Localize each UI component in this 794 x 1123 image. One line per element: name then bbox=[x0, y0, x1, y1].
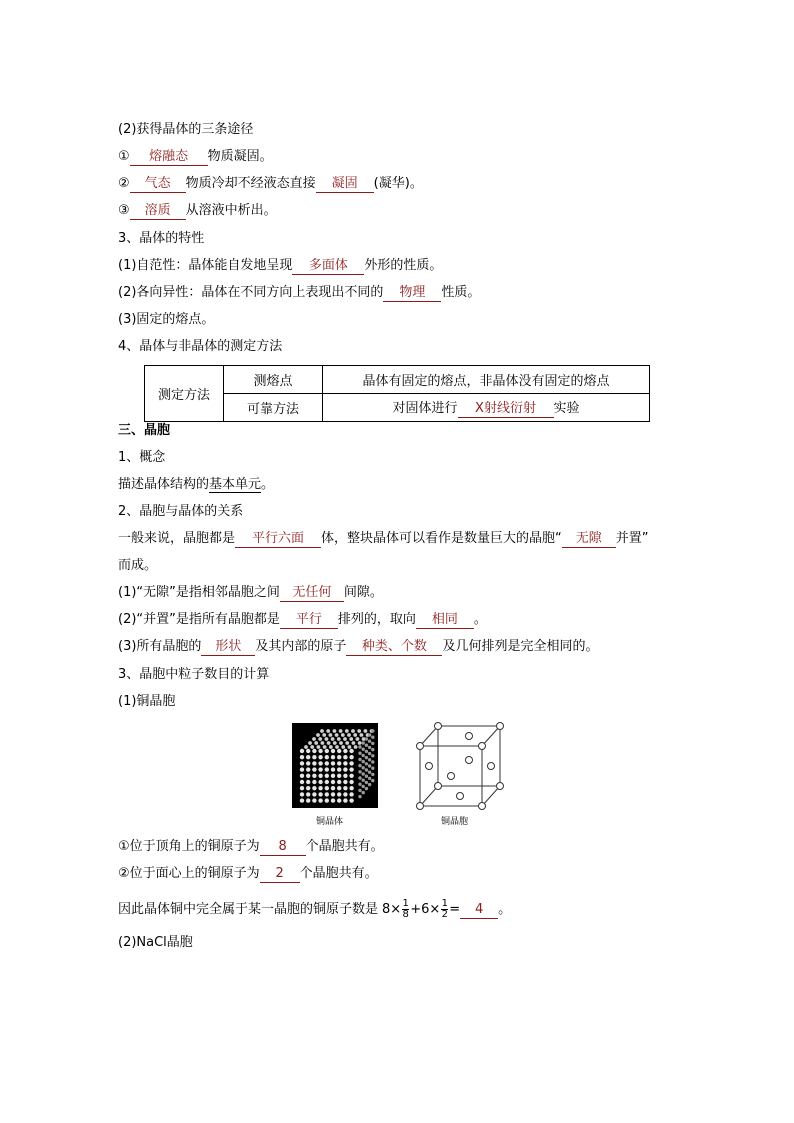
atom-sphere bbox=[341, 745, 345, 749]
atom-sphere bbox=[306, 761, 310, 765]
atom-sphere bbox=[358, 745, 361, 748]
atom-sphere bbox=[343, 786, 347, 790]
atom-sphere bbox=[365, 762, 368, 765]
atom-sphere bbox=[331, 792, 335, 796]
atom-sphere bbox=[333, 729, 337, 733]
text-line bbox=[118, 257, 442, 275]
atom-sphere bbox=[362, 791, 365, 794]
atom-sphere bbox=[358, 783, 361, 786]
text-fragment: 个晶胞共有。 bbox=[299, 866, 378, 881]
answer-blank: 4 bbox=[460, 902, 498, 919]
text-fragment: 及其内部的原子 bbox=[255, 639, 347, 654]
atom-sphere bbox=[306, 780, 310, 784]
table-cell: 测定方法 bbox=[145, 366, 224, 422]
atom-sphere bbox=[331, 749, 335, 753]
atom-sphere bbox=[343, 774, 347, 778]
atom-sphere bbox=[337, 755, 341, 759]
math-text: 8× bbox=[382, 902, 402, 917]
answer-blank: 8 bbox=[260, 839, 306, 856]
atom-sphere bbox=[318, 798, 322, 802]
text-line bbox=[118, 838, 384, 856]
math-text: = bbox=[449, 902, 461, 917]
atom-sphere bbox=[365, 787, 368, 790]
atom-sphere bbox=[300, 749, 304, 753]
atom-sphere bbox=[326, 729, 330, 733]
text-fragment: 因此晶体铜中完全属于某一晶胞的铜原子数是 bbox=[118, 902, 379, 917]
atom-sphere bbox=[368, 777, 371, 780]
atom-sphere bbox=[325, 792, 329, 796]
atom-sphere bbox=[337, 749, 341, 753]
text-fragment: (2)各向异性：晶体在不同方向上表现出不同的 bbox=[118, 285, 384, 300]
text-fragment: 个晶胞共有。 bbox=[305, 839, 384, 854]
figure-caption: 铜晶胞 bbox=[441, 817, 469, 827]
text-fragment: 描述晶体结构的 bbox=[118, 477, 210, 492]
atom-sphere bbox=[337, 761, 341, 765]
atom-sphere bbox=[331, 761, 335, 765]
text-fragment: (3)所有晶胞的 bbox=[118, 639, 202, 654]
atom-sphere bbox=[343, 798, 347, 802]
table-cell bbox=[323, 394, 650, 422]
numerator: 1 bbox=[402, 898, 409, 909]
list-number: ① bbox=[118, 149, 130, 164]
atom-sphere bbox=[349, 798, 353, 802]
atom-sphere bbox=[325, 780, 329, 784]
text-line: (3)固定的熔点。 bbox=[118, 312, 215, 327]
atom-sphere bbox=[358, 789, 361, 792]
atom-sphere bbox=[343, 755, 347, 759]
text-fragment: 排列的，取向 bbox=[337, 612, 416, 627]
atom-sphere bbox=[358, 770, 361, 773]
atom-sphere bbox=[300, 774, 304, 778]
atom-sphere bbox=[358, 776, 361, 779]
atom-sphere bbox=[306, 774, 310, 778]
atom-sphere bbox=[339, 729, 343, 733]
section-title: (2)获得晶体的三条途径 bbox=[118, 122, 254, 137]
atom-sphere bbox=[349, 749, 353, 753]
section-title: 2、晶胞与晶体的关系 bbox=[118, 504, 244, 519]
copper-unit-cell-diagram bbox=[414, 720, 504, 810]
atom-sphere bbox=[368, 740, 371, 743]
measurement-table bbox=[144, 365, 650, 422]
text-fragment: (1)“无隙”是指相邻晶胞之间 bbox=[118, 585, 280, 600]
text-fragment: (2)“并置”是指所有晶胞都是 bbox=[118, 612, 280, 627]
atom-sphere bbox=[365, 775, 368, 778]
atom-sphere bbox=[348, 745, 352, 749]
atom-sphere bbox=[368, 764, 371, 767]
answer-blank: 相同 bbox=[416, 612, 474, 629]
atom-sphere bbox=[356, 737, 360, 741]
atom-sphere bbox=[325, 755, 329, 759]
fraction bbox=[441, 899, 448, 920]
list-number: ② bbox=[118, 176, 130, 191]
denominator: 8 bbox=[402, 909, 409, 920]
atom-sphere bbox=[304, 745, 308, 749]
atom-sphere bbox=[306, 749, 310, 753]
atom-sphere bbox=[331, 774, 335, 778]
atom-sphere bbox=[343, 767, 347, 771]
atom-sphere bbox=[368, 746, 371, 749]
atom-sphere bbox=[371, 736, 374, 739]
atom-sphere bbox=[325, 798, 329, 802]
atom-sphere bbox=[316, 733, 320, 737]
answer-blank: 平行 bbox=[280, 612, 338, 629]
atom-sphere bbox=[312, 767, 316, 771]
atom-sphere bbox=[358, 741, 362, 745]
atom-sphere bbox=[368, 758, 371, 761]
atom-sphere bbox=[325, 761, 329, 765]
answer-blank: X射线衍射 bbox=[458, 401, 554, 418]
table-cell: 可靠方法 bbox=[224, 394, 323, 422]
atom-sphere bbox=[325, 737, 329, 741]
atom-sphere bbox=[335, 745, 339, 749]
answer-blank: 形状 bbox=[201, 639, 255, 656]
atom-sphere bbox=[343, 761, 347, 765]
atom-sphere bbox=[312, 798, 316, 802]
atom-sphere bbox=[312, 774, 316, 778]
atom-sphere bbox=[329, 745, 333, 749]
atom-sphere bbox=[365, 737, 368, 740]
atom-sphere bbox=[325, 786, 329, 790]
atom-sphere bbox=[351, 729, 355, 733]
atom-sphere bbox=[308, 741, 312, 745]
atom-sphere bbox=[345, 729, 349, 733]
atom-sphere bbox=[362, 748, 365, 751]
answer-blank: 溶质 bbox=[130, 203, 186, 220]
text-line bbox=[118, 865, 378, 883]
atom-sphere bbox=[325, 767, 329, 771]
atom-sphere bbox=[371, 773, 374, 776]
text-fragment: 。 bbox=[261, 477, 275, 492]
atom-sphere bbox=[323, 745, 327, 749]
atom-sphere bbox=[362, 772, 365, 775]
atom-sphere bbox=[322, 733, 326, 737]
atom-sphere bbox=[337, 767, 341, 771]
atom-sphere bbox=[300, 798, 304, 802]
numerator: 1 bbox=[441, 898, 448, 909]
atom-sphere bbox=[325, 774, 329, 778]
atom-sphere bbox=[371, 754, 374, 757]
atom-sphere bbox=[368, 783, 371, 786]
atom-sphere bbox=[329, 733, 333, 737]
atom-sphere bbox=[371, 760, 374, 763]
atom-sphere bbox=[317, 745, 321, 749]
atom-sphere bbox=[327, 741, 331, 745]
text-line bbox=[118, 476, 274, 494]
atom-sphere bbox=[368, 733, 371, 736]
atom-sphere bbox=[347, 733, 351, 737]
atom-sphere bbox=[343, 749, 347, 753]
answer-blank: 凝固 bbox=[316, 176, 374, 193]
table-cell: 测熔点 bbox=[224, 366, 323, 394]
atom-sphere bbox=[360, 733, 364, 737]
atom-sphere bbox=[331, 798, 335, 802]
text-line bbox=[118, 148, 273, 166]
atom-sphere bbox=[358, 795, 361, 798]
atom-sphere bbox=[300, 780, 304, 784]
atom-sphere bbox=[300, 792, 304, 796]
atom-sphere bbox=[349, 767, 353, 771]
atom-sphere bbox=[362, 741, 365, 744]
atom-sphere bbox=[341, 733, 345, 737]
atom-sphere bbox=[349, 755, 353, 759]
atom-sphere bbox=[362, 754, 365, 757]
atom-sphere bbox=[368, 771, 371, 774]
atom-sphere bbox=[362, 779, 365, 782]
atom-sphere bbox=[321, 741, 325, 745]
atom-sphere bbox=[337, 798, 341, 802]
text-fragment: (1)自范性：晶体能自发地呈现 bbox=[118, 258, 293, 273]
atom-sphere bbox=[358, 752, 361, 755]
atom-sphere bbox=[335, 733, 339, 737]
text-fragment: ①位于顶角上的铜原子为 bbox=[118, 839, 260, 854]
atom-sphere bbox=[306, 786, 310, 790]
atom-sphere bbox=[312, 780, 316, 784]
atom-sphere bbox=[371, 779, 374, 782]
atom-sphere bbox=[312, 786, 316, 790]
atom-sphere bbox=[371, 742, 374, 745]
table-cell: 晶体有固定的熔点，非晶体没有固定的熔点 bbox=[323, 366, 650, 394]
atom-sphere bbox=[337, 780, 341, 784]
denominator: 2 bbox=[441, 909, 448, 920]
atom-sphere bbox=[312, 755, 316, 759]
atom-sphere bbox=[362, 760, 365, 763]
atom-sphere bbox=[312, 792, 316, 796]
atom-sphere bbox=[349, 786, 353, 790]
text-line bbox=[118, 175, 423, 193]
atom-sphere bbox=[365, 756, 368, 759]
table-row bbox=[145, 366, 650, 394]
atom-sphere bbox=[358, 764, 361, 767]
text-fragment: 实验 bbox=[553, 401, 580, 416]
text-line bbox=[118, 584, 383, 602]
text-fragment: 物质冷却不经液态直接 bbox=[185, 176, 316, 191]
section-title: 3、晶体的特性 bbox=[118, 231, 205, 246]
atom-sphere bbox=[365, 768, 368, 771]
atom-sphere bbox=[331, 780, 335, 784]
text-fragment: 。 bbox=[473, 612, 487, 627]
text-fragment: ②位于面心上的铜原子为 bbox=[118, 866, 260, 881]
answer-blank: 平行六面 bbox=[235, 531, 321, 548]
text-fragment: 体，整块晶体可以看作是数量巨大的晶胞“ bbox=[321, 531, 562, 546]
atom-sphere bbox=[353, 733, 357, 737]
atom-sphere bbox=[306, 767, 310, 771]
atom-sphere bbox=[300, 786, 304, 790]
text-line bbox=[118, 638, 598, 656]
answer-blank: 物理 bbox=[383, 285, 441, 302]
atom-sphere bbox=[320, 729, 324, 733]
text-line bbox=[118, 284, 480, 302]
atom-sphere bbox=[300, 767, 304, 771]
atom-sphere bbox=[337, 792, 341, 796]
text-fragment: 。 bbox=[498, 902, 512, 917]
atom-sphere bbox=[312, 749, 316, 753]
atom-sphere bbox=[358, 758, 361, 761]
atom-sphere bbox=[362, 766, 365, 769]
text-fragment: (凝华)。 bbox=[373, 176, 423, 191]
atom-sphere bbox=[343, 792, 347, 796]
atom-sphere bbox=[349, 737, 353, 741]
text-line: 而成。 bbox=[118, 558, 158, 573]
answer-blank: 气态 bbox=[130, 176, 186, 193]
answer-blank: 无隙 bbox=[562, 531, 616, 548]
atom-sphere bbox=[318, 755, 322, 759]
atom-sphere bbox=[352, 741, 356, 745]
atom-sphere bbox=[345, 741, 349, 745]
atom-sphere bbox=[312, 737, 316, 741]
atom-sphere bbox=[337, 786, 341, 790]
atom-sphere bbox=[300, 755, 304, 759]
text-fragment: 物质凝固。 bbox=[207, 149, 273, 164]
section-title: 4、晶体与非晶体的测定方法 bbox=[118, 339, 283, 354]
text-fragment: 一般来说，晶胞都是 bbox=[118, 531, 236, 546]
text-line bbox=[118, 898, 511, 922]
atom-sphere bbox=[371, 729, 374, 732]
text-fragment: 性质。 bbox=[441, 285, 481, 300]
atom-sphere bbox=[318, 786, 322, 790]
copper-crystal-image bbox=[292, 723, 378, 808]
atom-sphere bbox=[318, 780, 322, 784]
atom-sphere bbox=[362, 785, 365, 788]
atom-sphere bbox=[306, 798, 310, 802]
section-title: 1、概念 bbox=[118, 450, 166, 465]
section-title: 3、晶胞中粒子数目的计算 bbox=[118, 667, 270, 682]
text-fragment: 从溶液中析出。 bbox=[185, 203, 277, 218]
atom-sphere bbox=[310, 745, 314, 749]
atom-sphere bbox=[333, 741, 337, 745]
atom-sphere bbox=[371, 748, 374, 751]
atom-sphere bbox=[314, 741, 318, 745]
atom-sphere bbox=[349, 792, 353, 796]
atom-sphere bbox=[331, 767, 335, 771]
atom-sphere bbox=[349, 774, 353, 778]
atom-sphere bbox=[306, 755, 310, 759]
atom-sphere bbox=[318, 774, 322, 778]
atom-sphere bbox=[318, 749, 322, 753]
text-line bbox=[118, 611, 487, 629]
atom-sphere bbox=[371, 767, 374, 770]
atom-sphere bbox=[354, 745, 358, 749]
atom-sphere bbox=[343, 780, 347, 784]
atom-sphere bbox=[349, 761, 353, 765]
atom-sphere bbox=[318, 737, 322, 741]
chapter-title: 三、晶胞 bbox=[118, 423, 171, 438]
text-fragment: 及几何排列是完全相同的。 bbox=[442, 639, 599, 654]
atom-sphere bbox=[365, 750, 368, 753]
atom-sphere bbox=[331, 786, 335, 790]
atom-sphere bbox=[331, 755, 335, 759]
text-line bbox=[118, 202, 277, 220]
atom-sphere bbox=[368, 752, 371, 755]
atom-sphere bbox=[339, 741, 343, 745]
subsection-title: (2)NaCl晶胞 bbox=[118, 935, 193, 950]
atom-sphere bbox=[343, 737, 347, 741]
atom-sphere bbox=[300, 761, 304, 765]
figure-caption: 铜晶体 bbox=[316, 817, 344, 827]
atom-sphere bbox=[337, 774, 341, 778]
atom-sphere bbox=[312, 761, 316, 765]
atom-sphere bbox=[318, 761, 322, 765]
math-text: +6× bbox=[410, 902, 441, 917]
answer-blank: 种类、个数 bbox=[346, 639, 442, 656]
atom-sphere bbox=[364, 729, 368, 733]
text-fragment: 并置” bbox=[615, 531, 649, 546]
text-fragment: 外形的性质。 bbox=[364, 258, 443, 273]
atom-sphere bbox=[357, 729, 361, 733]
answer-blank: 多面体 bbox=[292, 258, 364, 275]
subsection-title: (1)铜晶胞 bbox=[118, 694, 176, 709]
atom-sphere bbox=[365, 781, 368, 784]
list-number: ③ bbox=[118, 203, 130, 218]
atom-sphere bbox=[365, 744, 368, 747]
atom-sphere bbox=[318, 792, 322, 796]
atom-sphere bbox=[325, 749, 329, 753]
atom-sphere bbox=[349, 780, 353, 784]
text-line bbox=[118, 530, 649, 548]
fraction bbox=[402, 899, 409, 920]
underlined-term: 基本单元 bbox=[209, 477, 262, 492]
atom-sphere bbox=[337, 737, 341, 741]
atom-sphere bbox=[331, 737, 335, 741]
text-fragment: 间隙。 bbox=[343, 585, 383, 600]
answer-blank: 2 bbox=[260, 866, 300, 883]
answer-blank: 无任何 bbox=[280, 585, 344, 602]
atom-sphere bbox=[306, 792, 310, 796]
atom-sphere bbox=[318, 767, 322, 771]
text-fragment: 对固体进行 bbox=[392, 401, 458, 416]
answer-blank: 熔融态 bbox=[130, 149, 208, 166]
